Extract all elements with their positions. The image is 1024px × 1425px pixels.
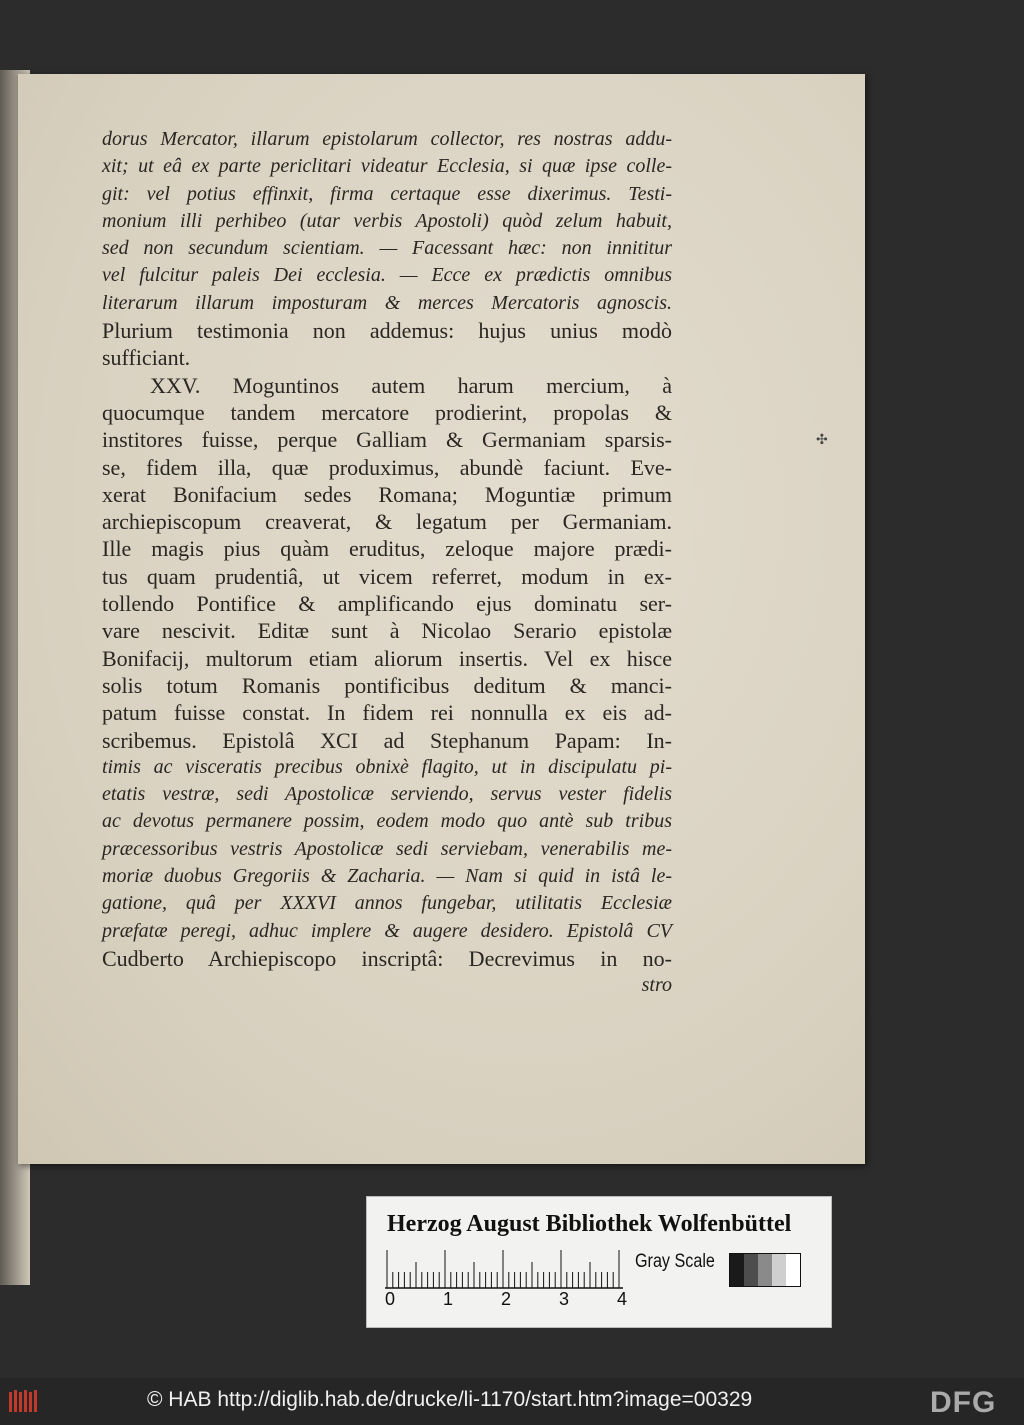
footer-copyright-link[interactable]: © HAB http://diglib.hab.de/drucke/li-1170/start.htm?image=00329 — [147, 1388, 753, 1411]
gray-step — [786, 1254, 800, 1286]
text-line: præfatæ peregi, adhuc implere & augere desidero. Epistolâ CV — [102, 919, 672, 942]
text-line: vel fulcitur paleis Dei ecclesia. — Ecce ex prædictis omnibus — [102, 264, 672, 287]
calibration-card — [366, 1196, 832, 1328]
text-line: XXV. Moguntinos autem harum mercium, à — [150, 372, 672, 398]
text-line: moriæ duobus Gregoriis & Zacharia. — Nam si quid in istâ le- — [102, 865, 672, 888]
text-line: ac devotus permanere possim, eodem modo quo antè sub tribus — [102, 810, 672, 833]
text-line: etatis vestræ, sedi Apostolicæ serviendo, servus vester fidelis — [102, 783, 672, 806]
text-line: timis ac visceratis precibus obnixè flagito, ut in discipulatu pi- — [102, 755, 672, 778]
gray-step — [772, 1254, 786, 1286]
text-line: Cudberto Archiepiscopo inscriptâ: Decrevimus in no- — [102, 945, 672, 971]
text-line: git: vel potius effinxit, firma certaque esse dixerimus. Testi- — [102, 182, 672, 205]
text-line: xit; ut eâ ex parte periclitari videatur Ecclesia, si quæ ipse colle- — [102, 155, 672, 178]
text-line: institores fuisse, perque Galliam & Germaniam sparsis- — [102, 427, 672, 453]
text-line: gatione, quâ per XXXVI annos fungebar, utilitatis Ecclesiæ — [102, 892, 672, 915]
footer-bar — [0, 1378, 1024, 1425]
text-line: vare nescivit. Editæ sunt à Nicolao Serario epistolæ — [102, 618, 672, 644]
text-line: sufficiant. — [102, 345, 191, 371]
text-line: xerat Bonifacium sedes Romana; Moguntiæ primum — [102, 481, 672, 507]
text-line: dorus Mercator, illarum epistolarum collector, res nostras addu- — [102, 128, 672, 150]
hab-logo-icon — [8, 1388, 38, 1414]
text-line: solis totum Romanis pontificibus deditum & manci- — [102, 672, 672, 698]
text-line: quocumque tandem mercatore prodierint, propolas & — [102, 399, 672, 425]
ruler-number: 2 — [501, 1289, 512, 1309]
card-title: Herzog August Bibliothek Wolfenbüttel — [387, 1211, 792, 1237]
text-line: archiepiscopum creaverat, & legatum per Germaniam. — [102, 509, 672, 535]
text-line: præcessoribus vestris Apostolicæ sedi serviebam, venerabilis me- — [102, 837, 672, 860]
text-line: tollendo Pontifice & amplificando ejus dominatu ser- — [102, 591, 672, 617]
text-line: se, fidem illa, quæ produximus, abundè faciunt. Eve- — [102, 454, 672, 480]
text-line: Ille magis pius quàm eruditus, zeloque majore prædi- — [102, 536, 672, 562]
text-line: patum fuisse constat. In fidem rei nonnulla ex eis ad- — [102, 700, 672, 726]
book-page — [18, 74, 865, 1164]
ruler-number: 4 — [617, 1289, 628, 1309]
margin-mark: ✣ — [816, 432, 828, 448]
gray-scale-label: Gray Scale — [635, 1251, 715, 1272]
text-line: tus quam prudentiâ, ut vicem referret, modum in ex- — [102, 563, 672, 589]
text-line: monium illi perhibeo (utar verbis Apostoli) quòd zelum habuit, — [102, 209, 672, 232]
gray-scale-strip — [729, 1253, 801, 1287]
ruler-number: 0 — [385, 1289, 396, 1309]
text-line: stro — [641, 974, 672, 997]
ruler-scale — [385, 1249, 625, 1289]
dfg-logo: DFG — [930, 1386, 997, 1419]
page-text-block — [102, 126, 672, 1000]
text-line: scribemus. Epistolâ XCI ad Stephanum Papam: In- — [102, 727, 672, 753]
gray-step — [730, 1254, 744, 1286]
ruler-number: 1 — [443, 1289, 454, 1309]
text-line: Plurium testimonia non addemus: hujus unius modò — [102, 318, 672, 344]
ruler-number: 3 — [559, 1289, 570, 1309]
gray-step — [744, 1254, 758, 1286]
text-line: Bonifacij, multorum etiam aliorum insertis. Vel ex hisce — [102, 645, 672, 671]
text-line: sed non secundum scientiam. — Facessant hæc: non innititur — [102, 237, 672, 260]
text-line: literarum illarum imposturam & merces Mercatoris agnoscis. — [102, 291, 672, 314]
gray-step — [758, 1254, 772, 1286]
